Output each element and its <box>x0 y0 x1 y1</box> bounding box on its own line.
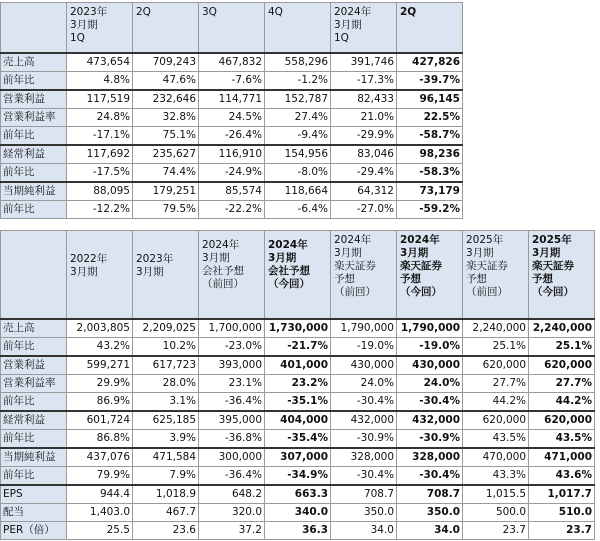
table-cell: 36.3 <box>265 521 331 539</box>
table-cell: -12.2% <box>67 200 133 218</box>
table-cell: 21.0% <box>331 108 397 126</box>
table-cell: 601,724 <box>67 411 133 430</box>
table-cell: 23.6 <box>133 521 199 539</box>
table-cell: 179,251 <box>133 182 199 201</box>
table-cell: 34.0 <box>397 521 463 539</box>
row-label: 前年比 <box>1 429 67 448</box>
table-cell: -30.9% <box>331 429 397 448</box>
table-cell: -58.3% <box>397 163 463 182</box>
table-cell: 300,000 <box>199 448 265 467</box>
table-cell: -23.0% <box>199 337 265 356</box>
table-cell: 43.5% <box>529 429 595 448</box>
column-header: 2024年 3月期 楽天証券 予想 （前回） <box>331 231 397 319</box>
table-cell: 73,179 <box>397 182 463 201</box>
table-cell: 510.0 <box>529 503 595 521</box>
table-cell: 1,790,000 <box>397 319 463 338</box>
table-row <box>1 485 595 504</box>
table-cell: 37.2 <box>199 521 265 539</box>
table-cell: 2,003,805 <box>67 319 133 338</box>
table-cell: -17.3% <box>331 71 397 90</box>
table-cell: 27.7% <box>529 374 595 392</box>
table-cell: 82,433 <box>331 90 397 109</box>
table-cell: 404,000 <box>265 411 331 430</box>
table-cell: -30.9% <box>397 429 463 448</box>
table-cell: 24.0% <box>397 374 463 392</box>
table-row <box>1 356 595 375</box>
table-cell: -34.9% <box>265 466 331 485</box>
table-cell: 401,000 <box>265 356 331 375</box>
table-cell: 43.6% <box>529 466 595 485</box>
table-cell: 1,790,000 <box>331 319 397 338</box>
table-cell: 10.2% <box>133 337 199 356</box>
table-cell: 599,271 <box>67 356 133 375</box>
table-cell: 96,145 <box>397 90 463 109</box>
column-header: 2024年 3月期 会社予想 （今回） <box>265 231 331 319</box>
table-cell: 473,654 <box>67 53 133 72</box>
table-cell: 432,000 <box>397 411 463 430</box>
table-cell: -36.4% <box>199 466 265 485</box>
table-row <box>1 126 463 145</box>
table-cell: 23.7 <box>529 521 595 539</box>
table-cell: 235,627 <box>133 145 199 164</box>
table-cell: 232,646 <box>133 90 199 109</box>
table-cell: -30.4% <box>331 392 397 411</box>
column-header: 3Q <box>199 3 265 53</box>
table-header-row <box>1 3 463 53</box>
table-cell: 620,000 <box>463 411 529 430</box>
table-cell: 25.1% <box>463 337 529 356</box>
table-cell: 350.0 <box>397 503 463 521</box>
table-cell: 88,095 <box>67 182 133 201</box>
table-cell: 23.1% <box>199 374 265 392</box>
table-cell: -58.7% <box>397 126 463 145</box>
table-cell: 118,664 <box>265 182 331 201</box>
table-cell: 74.4% <box>133 163 199 182</box>
table-cell: 328,000 <box>331 448 397 467</box>
table-cell: 470,000 <box>463 448 529 467</box>
table-cell: -17.5% <box>67 163 133 182</box>
table-cell: 1,017.7 <box>529 485 595 504</box>
table-cell: 43.2% <box>67 337 133 356</box>
table-cell: 320.0 <box>199 503 265 521</box>
table-cell: -29.9% <box>331 126 397 145</box>
table-cell: 391,746 <box>331 53 397 72</box>
row-label: 前年比 <box>1 126 67 145</box>
table-cell: 944.4 <box>67 485 133 504</box>
table-cell: -59.2% <box>397 200 463 218</box>
table-cell: -6.4% <box>265 200 331 218</box>
table-cell: 75.1% <box>133 126 199 145</box>
table-cell: 29.9% <box>67 374 133 392</box>
table-cell: 2,240,000 <box>463 319 529 338</box>
table-row <box>1 374 595 392</box>
table-cell: 2,209,025 <box>133 319 199 338</box>
table-cell: 350.0 <box>331 503 397 521</box>
table-row <box>1 466 595 485</box>
table-cell: 471,584 <box>133 448 199 467</box>
row-label: 前年比 <box>1 466 67 485</box>
column-header: 2024年 3月期 会社予想 （前回） <box>199 231 265 319</box>
table-cell: 117,519 <box>67 90 133 109</box>
table-cell: -36.4% <box>199 392 265 411</box>
table-cell: -35.1% <box>265 392 331 411</box>
table-cell: 1,730,000 <box>265 319 331 338</box>
row-label: 前年比 <box>1 163 67 182</box>
table-cell: 86.9% <box>67 392 133 411</box>
table-cell: 2,240,000 <box>529 319 595 338</box>
table-cell: 1,015.5 <box>463 485 529 504</box>
row-label: 営業利益率 <box>1 108 67 126</box>
annual-forecast-table <box>0 230 595 540</box>
table-cell: 79.5% <box>133 200 199 218</box>
table-cell: 79.9% <box>67 466 133 485</box>
table-cell: 500.0 <box>463 503 529 521</box>
table-cell: 432,000 <box>331 411 397 430</box>
table-cell: 86.8% <box>67 429 133 448</box>
row-label: 当期純利益 <box>1 448 67 467</box>
table-row <box>1 108 463 126</box>
row-label: 営業利益 <box>1 90 67 109</box>
table-cell: 663.3 <box>265 485 331 504</box>
row-label: EPS <box>1 485 67 504</box>
table-cell: 23.7 <box>463 521 529 539</box>
row-label: 営業利益率 <box>1 374 67 392</box>
table-cell: 117,692 <box>67 145 133 164</box>
table-cell: -27.0% <box>331 200 397 218</box>
table-cell: 620,000 <box>529 356 595 375</box>
table-cell: 625,185 <box>133 411 199 430</box>
header-corner-cell <box>1 231 67 319</box>
column-header: 2023年 3月期 1Q <box>67 3 133 53</box>
table-cell: 85,574 <box>199 182 265 201</box>
table-cell: 340.0 <box>265 503 331 521</box>
table-cell: 152,787 <box>265 90 331 109</box>
table-cell: 430,000 <box>331 356 397 375</box>
table-cell: -9.4% <box>265 126 331 145</box>
column-header: 2025年 3月期 楽天証券 予想 （前回） <box>463 231 529 319</box>
table-cell: -1.2% <box>265 71 331 90</box>
row-label: 前年比 <box>1 392 67 411</box>
table-cell: 43.3% <box>463 466 529 485</box>
row-label: 前年比 <box>1 71 67 90</box>
table-cell: 437,076 <box>67 448 133 467</box>
row-label: 営業利益 <box>1 356 67 375</box>
table-cell: 558,296 <box>265 53 331 72</box>
column-header: 2022年 3月期 <box>67 231 133 319</box>
table-row <box>1 71 463 90</box>
column-header: 2Q <box>133 3 199 53</box>
table-cell: 708.7 <box>397 485 463 504</box>
table-row <box>1 319 595 338</box>
table-cell: 32.8% <box>133 108 199 126</box>
table-cell: 114,771 <box>199 90 265 109</box>
table-cell: 44.2% <box>463 392 529 411</box>
table-cell: 44.2% <box>529 392 595 411</box>
row-label: 売上高 <box>1 53 67 72</box>
table-cell: 3.9% <box>133 429 199 448</box>
table-cell: -30.4% <box>331 466 397 485</box>
table-cell: 25.1% <box>529 337 595 356</box>
table-cell: 467.7 <box>133 503 199 521</box>
table-row <box>1 429 595 448</box>
table-cell: 3.1% <box>133 392 199 411</box>
table-cell: -30.4% <box>397 466 463 485</box>
table-cell: -30.4% <box>397 392 463 411</box>
row-label: 売上高 <box>1 319 67 338</box>
column-header: 2Q <box>397 3 463 53</box>
table-cell: 47.6% <box>133 71 199 90</box>
table-cell: 34.0 <box>331 521 397 539</box>
table-cell: -21.7% <box>265 337 331 356</box>
table-row <box>1 503 595 521</box>
table-row <box>1 337 595 356</box>
table-row <box>1 411 595 430</box>
table-cell: -26.4% <box>199 126 265 145</box>
table-cell: 648.2 <box>199 485 265 504</box>
header-corner-cell <box>1 3 67 53</box>
table-cell: 620,000 <box>463 356 529 375</box>
table-cell: -22.2% <box>199 200 265 218</box>
table-cell: -17.1% <box>67 126 133 145</box>
row-label: 経常利益 <box>1 411 67 430</box>
table-cell: 328,000 <box>397 448 463 467</box>
table-cell: 1,700,000 <box>199 319 265 338</box>
table-cell: 23.2% <box>265 374 331 392</box>
table-cell: 427,826 <box>397 53 463 72</box>
table-cell: 467,832 <box>199 53 265 72</box>
table-cell: 620,000 <box>529 411 595 430</box>
table-cell: -24.9% <box>199 163 265 182</box>
table-cell: 393,000 <box>199 356 265 375</box>
column-header: 4Q <box>265 3 331 53</box>
table-cell: 617,723 <box>133 356 199 375</box>
row-label: 当期純利益 <box>1 182 67 201</box>
table-cell: 27.4% <box>265 108 331 126</box>
table-cell: 1,018.9 <box>133 485 199 504</box>
table-cell: 708.7 <box>331 485 397 504</box>
table-cell: 28.0% <box>133 374 199 392</box>
table-cell: 7.9% <box>133 466 199 485</box>
table-cell: -35.4% <box>265 429 331 448</box>
table-row <box>1 182 463 201</box>
table-cell: 27.7% <box>463 374 529 392</box>
table-cell: 709,243 <box>133 53 199 72</box>
quarterly-results-table <box>0 2 463 219</box>
table-cell: 83,046 <box>331 145 397 164</box>
row-label: 前年比 <box>1 337 67 356</box>
column-header: 2024年 3月期 楽天証券 予想 （今回） <box>397 231 463 319</box>
table-cell: 43.5% <box>463 429 529 448</box>
table-row <box>1 200 463 218</box>
table-row <box>1 53 463 72</box>
table-cell: -36.8% <box>199 429 265 448</box>
table-row <box>1 163 463 182</box>
row-label: 経常利益 <box>1 145 67 164</box>
table-cell: 116,910 <box>199 145 265 164</box>
row-label: PER（倍） <box>1 521 67 539</box>
table-cell: 154,956 <box>265 145 331 164</box>
table-cell: 64,312 <box>331 182 397 201</box>
table-cell: 1,403.0 <box>67 503 133 521</box>
table-cell: -7.6% <box>199 71 265 90</box>
table-cell: 98,236 <box>397 145 463 164</box>
table-row <box>1 145 463 164</box>
table-cell: 4.8% <box>67 71 133 90</box>
table-cell: 395,000 <box>199 411 265 430</box>
column-header: 2024年 3月期 1Q <box>331 3 397 53</box>
table-cell: 22.5% <box>397 108 463 126</box>
row-label: 配当 <box>1 503 67 521</box>
table-cell: -19.0% <box>397 337 463 356</box>
table-cell: 24.8% <box>67 108 133 126</box>
column-header: 2023年 3月期 <box>133 231 199 319</box>
table-row <box>1 392 595 411</box>
table-cell: 24.0% <box>331 374 397 392</box>
table-cell: 307,000 <box>265 448 331 467</box>
table-cell: -19.0% <box>331 337 397 356</box>
table-cell: -39.7% <box>397 71 463 90</box>
table-cell: 24.5% <box>199 108 265 126</box>
table-cell: 25.5 <box>67 521 133 539</box>
table-row <box>1 521 595 539</box>
table-cell: -29.4% <box>331 163 397 182</box>
table-row <box>1 90 463 109</box>
column-header: 2025年 3月期 楽天証券 予想 （今回） <box>529 231 595 319</box>
row-label: 前年比 <box>1 200 67 218</box>
table-header-row <box>1 231 595 319</box>
table-cell: 471,000 <box>529 448 595 467</box>
table-row <box>1 448 595 467</box>
table-cell: -8.0% <box>265 163 331 182</box>
table-cell: 430,000 <box>397 356 463 375</box>
